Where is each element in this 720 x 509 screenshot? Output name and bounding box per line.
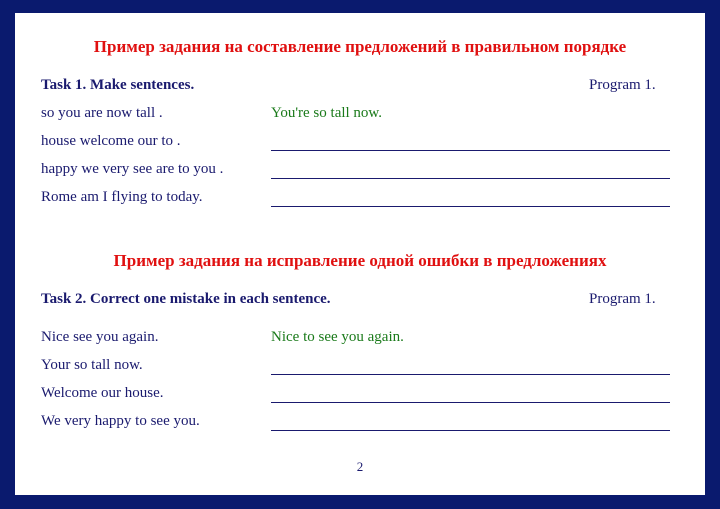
row-prompt: Nice see you again. [41,329,159,345]
task2-title: Task 2. Correct one mistake in each sentence. [41,291,331,307]
answer-blank-line[interactable] [271,206,670,207]
task2-row [15,385,705,407]
task2-row [15,413,705,435]
task1-program: Program 1. [589,77,656,93]
row-answer: Nice to see you again. [271,329,404,345]
answer-blank-line[interactable] [271,178,670,179]
answer-blank-line[interactable] [271,430,670,431]
row-prompt: house welcome our to . [41,133,181,149]
row-prompt: We very happy to see you. [41,413,200,429]
task2-row [15,357,705,379]
answer-blank-line[interactable] [271,150,670,151]
task1-row [15,133,705,155]
row-prompt: Your so tall now. [41,357,143,373]
worksheet-page [15,13,705,495]
answer-blank-line[interactable] [271,402,670,403]
page-number: 2 [356,459,364,474]
row-prompt: Welcome our house. [41,385,164,401]
row-prompt: so you are now tall . [41,105,163,121]
row-prompt: happy we very see are to you . [41,161,224,177]
task2-row [15,329,705,351]
section2-heading: Пример задания на исправление одной ошибки в предложениях [113,251,607,270]
section1-heading: Пример задания на составление предложений в правильном порядке [93,37,627,56]
answer-blank-line[interactable] [271,374,670,375]
task1-row [15,105,705,127]
task1-row [15,189,705,211]
task2-program: Program 1. [589,291,656,307]
task1-row [15,161,705,183]
row-prompt: Rome am I flying to today. [41,189,203,205]
row-answer: You're so tall now. [271,105,383,121]
task1-title: Task 1. Make sentences. [41,77,195,93]
